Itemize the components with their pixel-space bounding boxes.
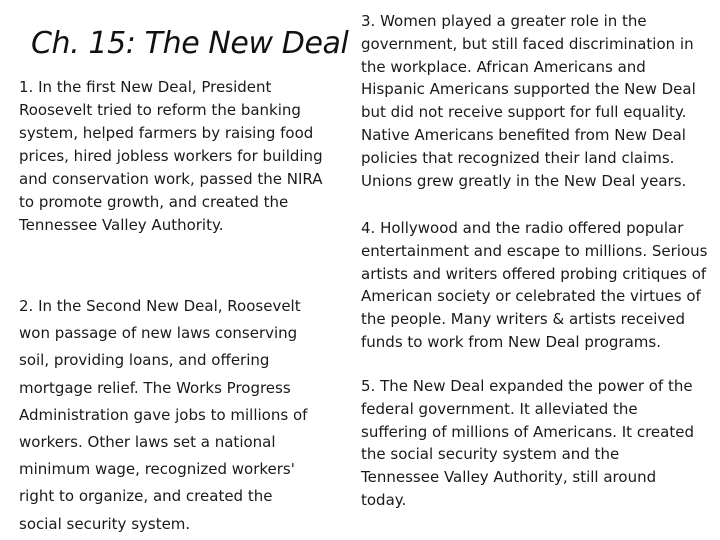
slide-title: Ch. 15: The New Deal xyxy=(31,26,349,61)
point-5-federal-power: 5. The New Deal expanded the power of the federal government. It alleviated the suffering of millions of Americans. It created the social security system and the Tennessee Valley Authority, still around today. xyxy=(361,377,694,509)
point-3-women-minorities: 3. Women played a greater role in the government, but still faced discrimination in the workplace. African Americans and Hispanic Americans supported the New Deal but did not receive support for full equality. Native Americans benefited from New Deal policies that recognized their land claims. Unions grew greatly in the New Deal years. xyxy=(361,12,696,190)
point-2-second-new-deal: 2. In the Second New Deal, Roosevelt won passage of new laws conserving soil, providing loans, and offering mortgage relief. The Works Progress Administration gave jobs to millions of workers. Other laws set a national minimum wage, recognized workers' right to organize, and created the social security system. xyxy=(19,297,308,533)
point-4-hollywood-radio: 4. Hollywood and the radio offered popular entertainment and escape to millions. Serious artists and writers offered probing critiques of American society or celebrated the virtues of the people. Many writers & artists received funds to work from New Deal programs. xyxy=(361,219,708,351)
point-1-first-new-deal: 1. In the first New Deal, President Roosevelt tried to reform the banking system, helped farmers by raising food prices, hired jobless workers for building and conservation work, passed the NIRA to promote growth, and created the Tennessee Valley Authority. xyxy=(19,78,323,234)
